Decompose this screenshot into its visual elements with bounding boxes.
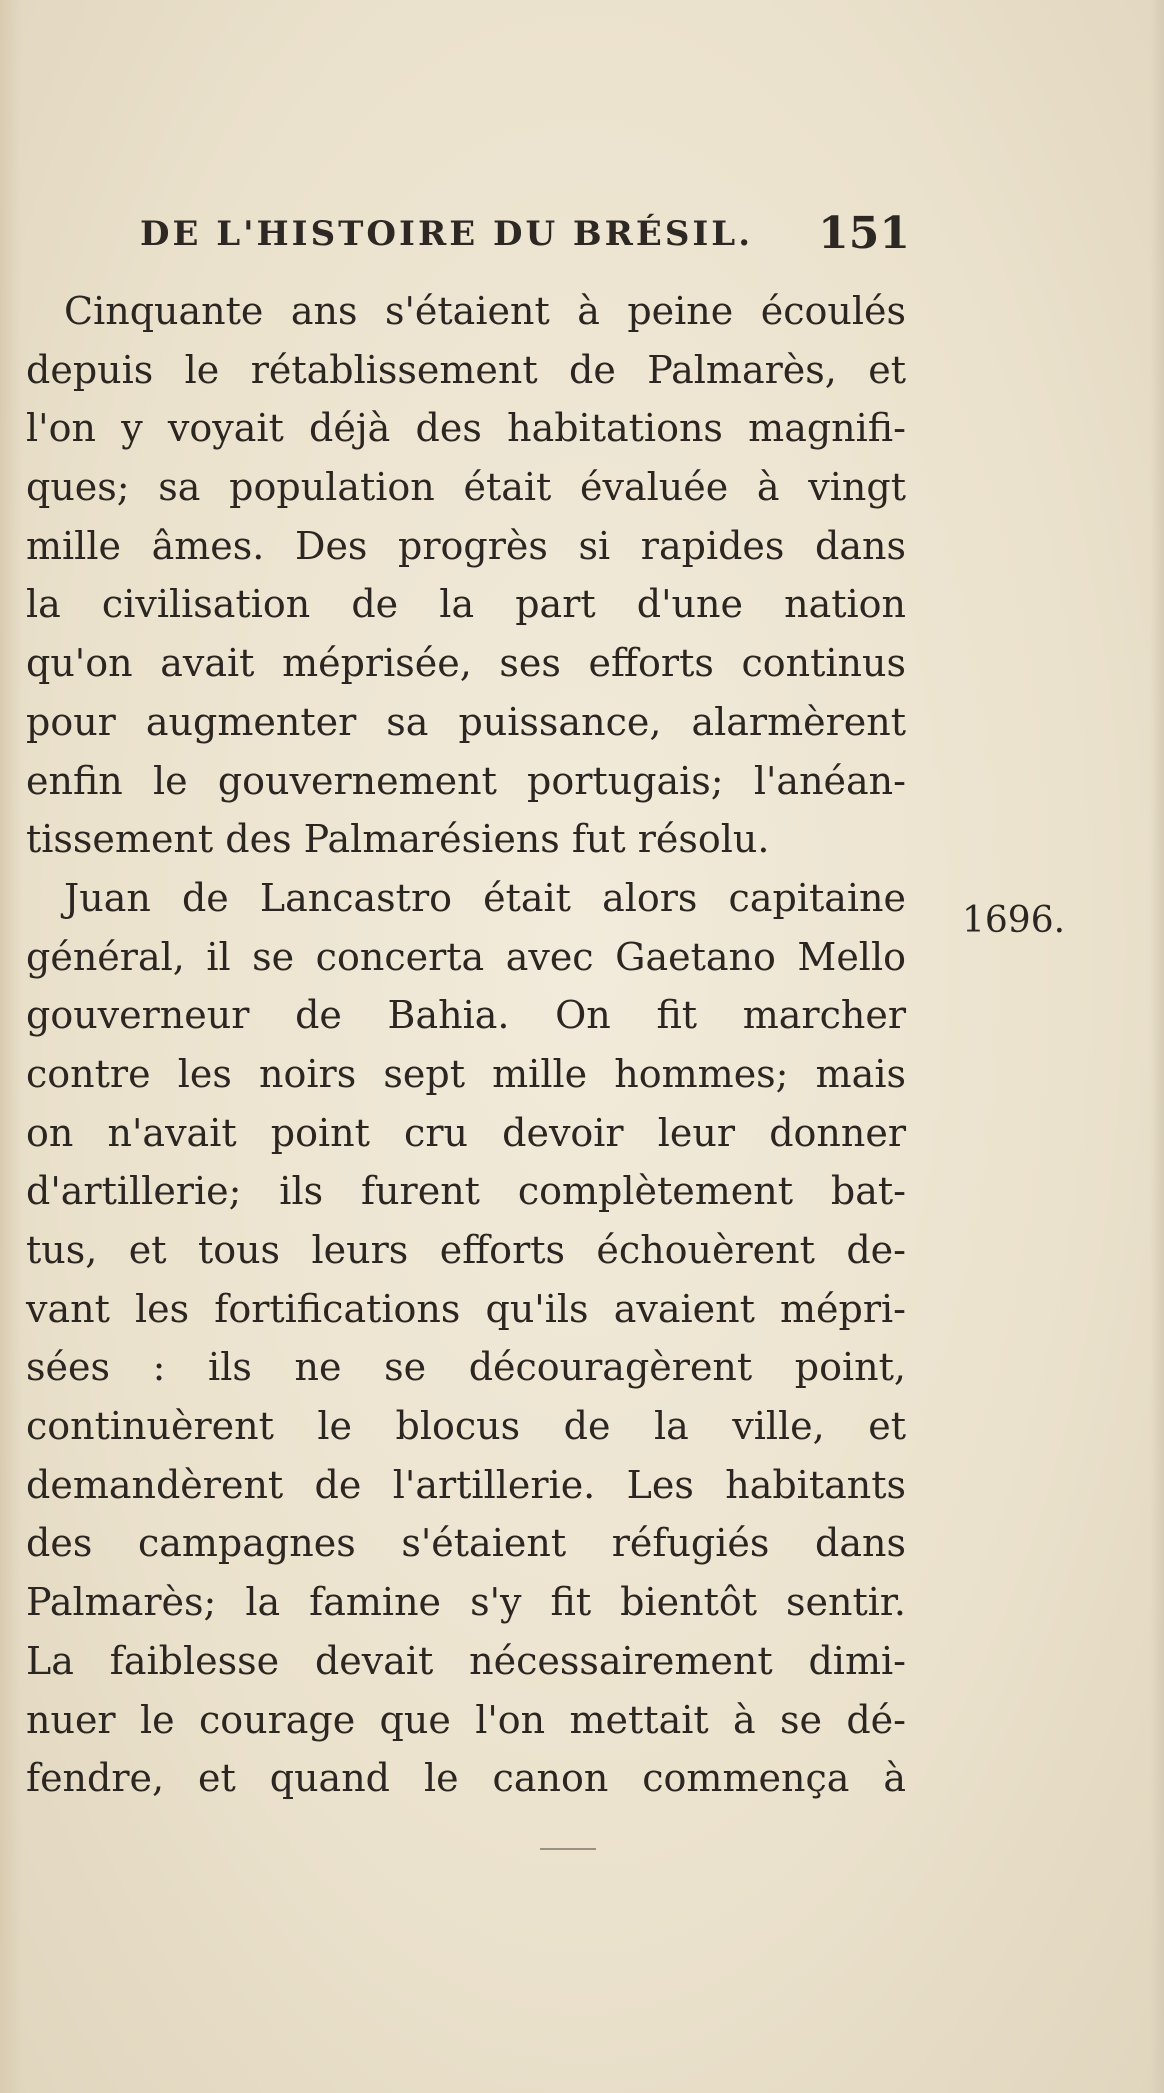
text-line: tus, et tous leurs efforts échouèrent de-: [26, 1228, 906, 1272]
text-line: sées : ils ne se découragèrent point,: [26, 1345, 906, 1390]
text-line: tissement des Palmarésiens fut résolu.: [26, 817, 770, 862]
text-line: d'artillerie; ils furent complètement bat-: [26, 1169, 906, 1214]
text-line: contre les noirs sept mille hommes; mais: [26, 1051, 906, 1096]
text-line: ques; sa population était évaluée à vingt: [26, 465, 906, 510]
text-line: La faiblesse devait nécessairement dimi-: [26, 1638, 906, 1683]
page-number: 151: [818, 208, 910, 259]
page-gutter-shadow: [0, 0, 22, 2093]
text-line: Cinquante ans s'étaient à peine écoulés: [64, 289, 906, 333]
text-line: on n'avait point cru devoir leur donner: [26, 1110, 906, 1155]
running-title: DE L'HISTOIRE DU BRÉSIL.: [140, 214, 754, 254]
margin-date-note: 1696.: [962, 900, 1066, 941]
text-line: enfin le gouvernement portugais; l'anéan-: [26, 758, 906, 803]
text-line: vant les fortifications qu'ils avaient mépri-: [26, 1286, 906, 1331]
text-line: pour augmenter sa puissance, alarmèrent: [26, 699, 906, 744]
text-line: depuis le rétablissement de Palmarès, et: [26, 347, 906, 392]
text-line: continuèrent le blocus de la ville, et: [26, 1404, 906, 1449]
text-line: général, il se concerta avec Gaetano Mello: [26, 934, 906, 979]
text-line: des campagnes s'étaient réfugiés dans: [26, 1521, 906, 1566]
text-line: fendre, et quand le canon commença à: [26, 1756, 906, 1801]
text-line: gouverneur de Bahia. On fit marcher: [26, 993, 906, 1038]
text-line: demandèrent de l'artillerie. Les habitants: [26, 1462, 906, 1507]
text-line: Juan de Lancastro était alors capitaine: [64, 875, 906, 920]
body-text: [26, 282, 906, 1808]
text-line: mille âmes. Des progrès si rapides dans: [26, 523, 906, 568]
text-line: l'on y voyait déjà des habitations magnifi-: [26, 406, 906, 451]
running-head: [140, 208, 910, 268]
page-edge-shadow: [1150, 0, 1164, 2093]
text-line: la civilisation de la part d'une nation: [26, 582, 906, 627]
text-line: Palmarès; la famine s'y fit bientôt sentir.: [26, 1580, 906, 1625]
text-line: nuer le courage que l'on mettait à se dé-: [26, 1697, 906, 1742]
text-line: qu'on avait méprisée, ses efforts continus: [26, 641, 906, 686]
bottom-rule: [540, 1848, 596, 1850]
